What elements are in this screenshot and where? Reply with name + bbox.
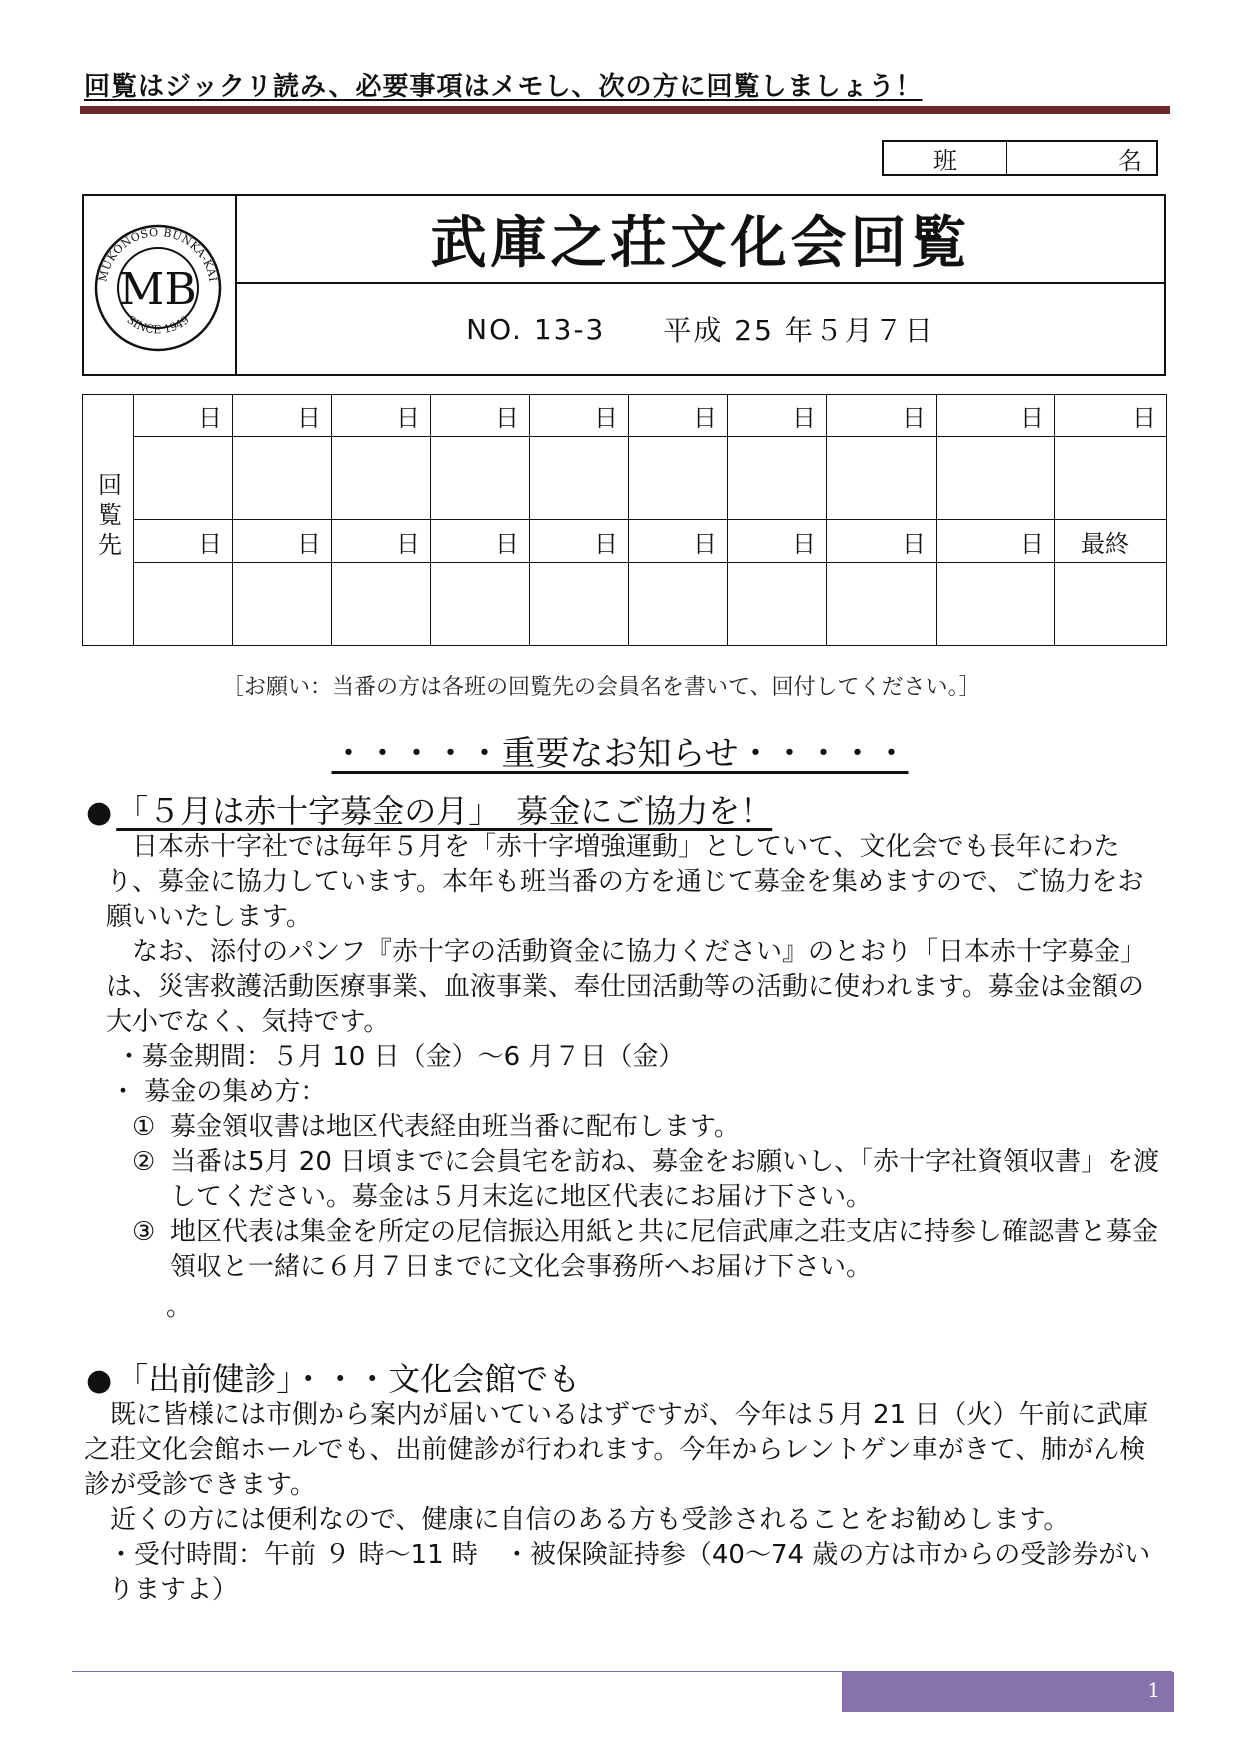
han-name-box	[882, 140, 1158, 176]
member-name-cell[interactable]	[233, 562, 332, 645]
page-number-box	[842, 1672, 1174, 1712]
member-name-cell[interactable]	[937, 562, 1055, 645]
member-name-cell[interactable]	[629, 562, 728, 645]
member-name-cell[interactable]	[937, 437, 1055, 520]
section2-heading-text: 「出前健診」・・・文化会館でも	[116, 1360, 581, 1398]
collection-method-label: ・ 募金の集め方：	[110, 1077, 327, 1107]
day-cell: 日	[431, 520, 530, 562]
section1-paragraph-1: 日本赤十字社では毎年５月を「赤十字増強運動」としていて、文化会でも長年にわたり、募金に協力しています。本年も班当番の方を通じて募金を集めますので、ご協力をお願いいたします。	[106, 832, 1144, 932]
member-name-cell[interactable]	[332, 437, 431, 520]
day-cell: 日	[134, 395, 233, 437]
issue-row	[237, 284, 1164, 374]
reception-info: ・受付時間：午前 ９ 時～11 時 ・被保険証持参（40～74 歳の方は市からの受診券がいりますよ）	[108, 1540, 1151, 1605]
day-cell: 日	[937, 520, 1055, 562]
day-cell: 日	[530, 395, 629, 437]
day-cell: 日	[332, 395, 431, 437]
day-cell: 日	[431, 395, 530, 437]
member-name-cell[interactable]	[134, 562, 233, 645]
member-name-cell[interactable]	[1055, 562, 1167, 645]
member-name-cell[interactable]	[530, 437, 629, 520]
day-cell: 日	[530, 520, 629, 562]
page-title: 武庫之荘文化会回覧	[430, 211, 971, 276]
svg-text:SINCE 1949	[124, 313, 191, 336]
step-item	[132, 1215, 1168, 1285]
bullet-icon: ●	[86, 1363, 113, 1398]
trailing-mark: 。	[166, 1292, 193, 1322]
step-number: ②	[132, 1147, 156, 1177]
logo-cell	[84, 196, 237, 374]
section2-paragraph-2: 近くの方には便利なので、健康に自信のある方も受診されることをお勧めします。	[110, 1505, 1070, 1535]
mb-logo-icon	[84, 196, 233, 374]
logo-since-text: SINCE 1949	[124, 313, 192, 337]
page-number: 1	[1147, 1678, 1160, 1702]
section2-heading	[86, 1354, 580, 1400]
day-cell: 日	[233, 395, 332, 437]
day-cell: 日	[629, 395, 728, 437]
day-cell: 日	[332, 520, 431, 562]
day-cell: 日	[728, 395, 827, 437]
member-name-cell[interactable]	[431, 562, 530, 645]
header-rule	[80, 106, 1170, 114]
member-name-cell[interactable]	[827, 437, 937, 520]
logo-monogram: MB	[119, 264, 197, 315]
title-row	[237, 196, 1164, 284]
bullet-icon: ●	[86, 795, 113, 830]
day-cell: 日	[728, 520, 827, 562]
day-cell: 日	[937, 395, 1055, 437]
step-item	[132, 1110, 1168, 1145]
step-item	[132, 1145, 1168, 1215]
step-number: ③	[132, 1217, 156, 1247]
member-name-cell[interactable]	[728, 437, 827, 520]
header-banner: 回覧はジックリ読み、必要事項はメモし、次の方に回覧しましょう！	[84, 72, 923, 102]
step-text: 地区代表は集金を所定の尼信振込用紙と共に尼信武庫之荘支店に持参し確認書と募金領収と一緒に６月７日までに文化会事務所へお届け下さい。	[170, 1217, 1159, 1282]
issue-number: NO. 13-3	[466, 312, 606, 346]
name-label: 名	[1118, 146, 1142, 175]
section2-paragraph-1: 既に皆様には市側から案内が届いているはずですが、今年は５月 21 日（火）午前に武庫之荘文化会館ホールでも、出前健診が行われます。今年からレントゲン車がきて、肺がん検診が受診できます。	[84, 1400, 1149, 1500]
member-name-cell[interactable]	[1055, 437, 1167, 520]
day-cell: 日	[827, 520, 937, 562]
step-text: 当番は5月 20 日頃までに会員宅を訪ね、募金をお願いし、「赤十字社資領収書」を渡してください。募金は５月末迄に地区代表にお届け下さい。	[170, 1147, 1160, 1212]
donation-period: ・募金期間：５月 10 日（金）～6 月７日（金）	[116, 1042, 685, 1072]
member-name-cell[interactable]	[728, 562, 827, 645]
important-notice-heading: ・・・・・重要なお知らせ・・・・・	[331, 734, 909, 774]
member-name-cell[interactable]	[134, 437, 233, 520]
section1-paragraph-2: なお、添付のパンフ『赤十字の活動資金に協力ください』のとおり「日本赤十字募金」は、災害救護活動医療事業、血液事業、奉仕団活動等の活動に使われます。募金は金額の大小でなく、気持です。	[106, 937, 1147, 1037]
member-name-cell[interactable]	[530, 562, 629, 645]
section1-heading-text: 「５月は赤十字募金の月」 募金にご協力を！	[116, 792, 773, 830]
circulation-label-cell	[83, 395, 134, 646]
logo-arc-text: MUKONOSO BUNKA-KAI	[96, 225, 220, 283]
member-name-cell[interactable]	[629, 437, 728, 520]
member-name-cell[interactable]	[332, 562, 431, 645]
final-cell: 最終	[1055, 520, 1167, 562]
member-name-cell[interactable]	[827, 562, 937, 645]
issue-date: 平成 25 年５月７日	[663, 314, 935, 347]
title-block	[82, 194, 1166, 376]
step-text: 募金領収書は地区代表経由班当番に配布します。	[170, 1112, 740, 1142]
member-name-cell[interactable]	[233, 437, 332, 520]
day-cell: 日	[134, 520, 233, 562]
day-cell: 日	[233, 520, 332, 562]
day-cell: 日	[1055, 395, 1167, 437]
day-cell: 日	[629, 520, 728, 562]
han-label: 班	[884, 142, 1007, 174]
day-cell: 日	[827, 395, 937, 437]
request-note: ［お願い：当番の方は各班の回覧先の会員名を書いて、回付してください。］	[222, 675, 981, 700]
circulation-label: 回覧先	[93, 472, 122, 562]
circulation-table	[82, 394, 1167, 646]
section1-heading	[86, 786, 772, 832]
member-name-cell[interactable]	[431, 437, 530, 520]
step-number: ①	[132, 1112, 156, 1142]
